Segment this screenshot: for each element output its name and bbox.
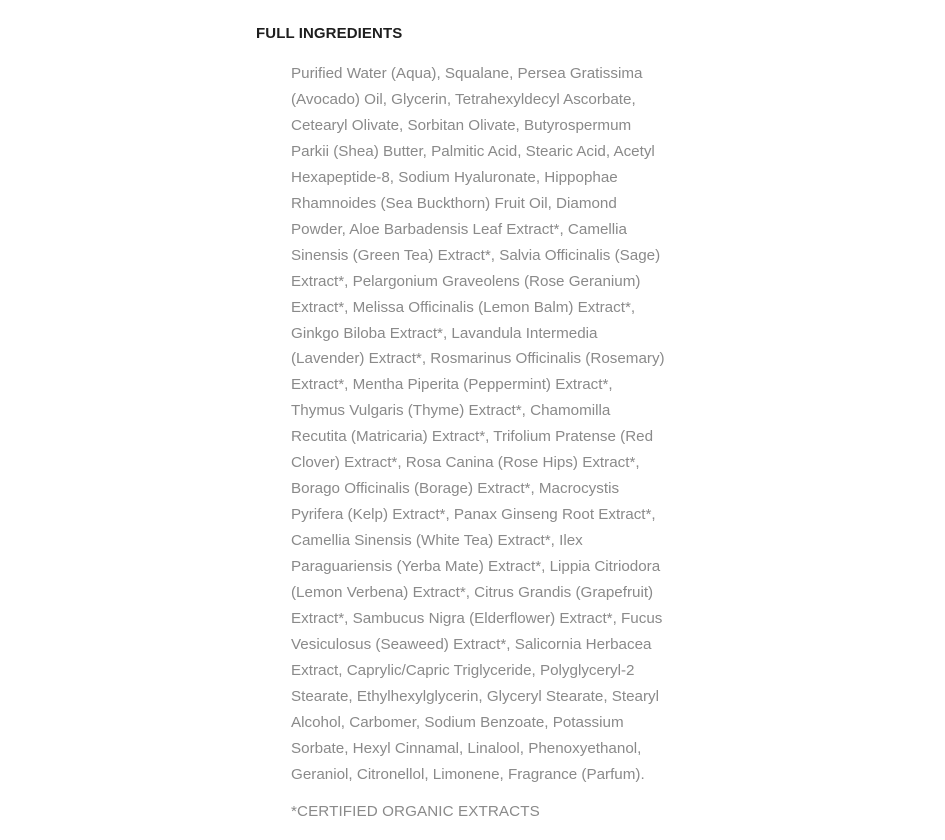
ingredients-section bbox=[256, 24, 716, 44]
section-heading: FULL INGREDIENTS bbox=[256, 25, 403, 42]
certified-organic-footnote: *CERTIFIED ORGANIC EXTRACTS bbox=[291, 803, 540, 820]
ingredients-list: Purified Water (Aqua), Squalane, Persea Gratissima (Avocado) Oil, Glycerin, Tetrahexyldecyl Ascorbate, Cetearyl Olivate, Sorbitan Olivate, Butyrospermum Parkii (Shea) Butter, Palmitic Acid, Stearic Acid, Acetyl Hexapeptide-8, Sodium Hyaluronate, Hippophae Rhamnoides (Sea Buckthorn) Fruit Oil, Diamond Powder, Aloe Barbadensis Leaf Extract*, Camellia Sinensis (Green Tea) Extract*, Salvia Officinalis (Sage) Extract*, Pelargonium Graveolens (Rose Geranium) Extract*, Melissa Officinalis (Lemon Balm) Extract*, Ginkgo Biloba Extract*, Lavandula Intermedia (Lavender) Extract*, Rosmarinus Officinalis (Rosemary) Extract*, Mentha Piperita (Peppermint) Extract*, Thymus Vulgaris (Thyme) Extract*, Chamomilla Recutita (Matricaria) Extract*, Trifolium Pratense (Red Clover) Extract*, Rosa Canina (Rose Hips) Extract*, Borago Officinalis (Borage) Extract*, Macrocystis Pyrifera (Kelp) Extract*, Panax Ginseng Root Extract*, Camellia Sinensis (White Tea) Extract*, Ilex Paraguariensis (Yerba Mate) Extract*, Lippia Citriodora (Lemon Verbena) Extract*, Citrus Grandis (Grapefruit) Extract*, Sambucus Nigra (Elderflower) Extract*, Fucus Vesiculosus (Seaweed) Extract*, Salicornia Herbacea Extract, Caprylic/Capric Triglyceride, Polyglyceryl-2 Stearate, Ethylhexylglycerin, Glyceryl Stearate, Stearyl Alcohol, Carbomer, Sodium Benzoate, Potassium Sorbate, Hexyl Cinnamal, Linalool, Phenoxyethanol, Geraniol, Citronellol, Limonene, Fragrance (Parfum). bbox=[291, 65, 665, 783]
